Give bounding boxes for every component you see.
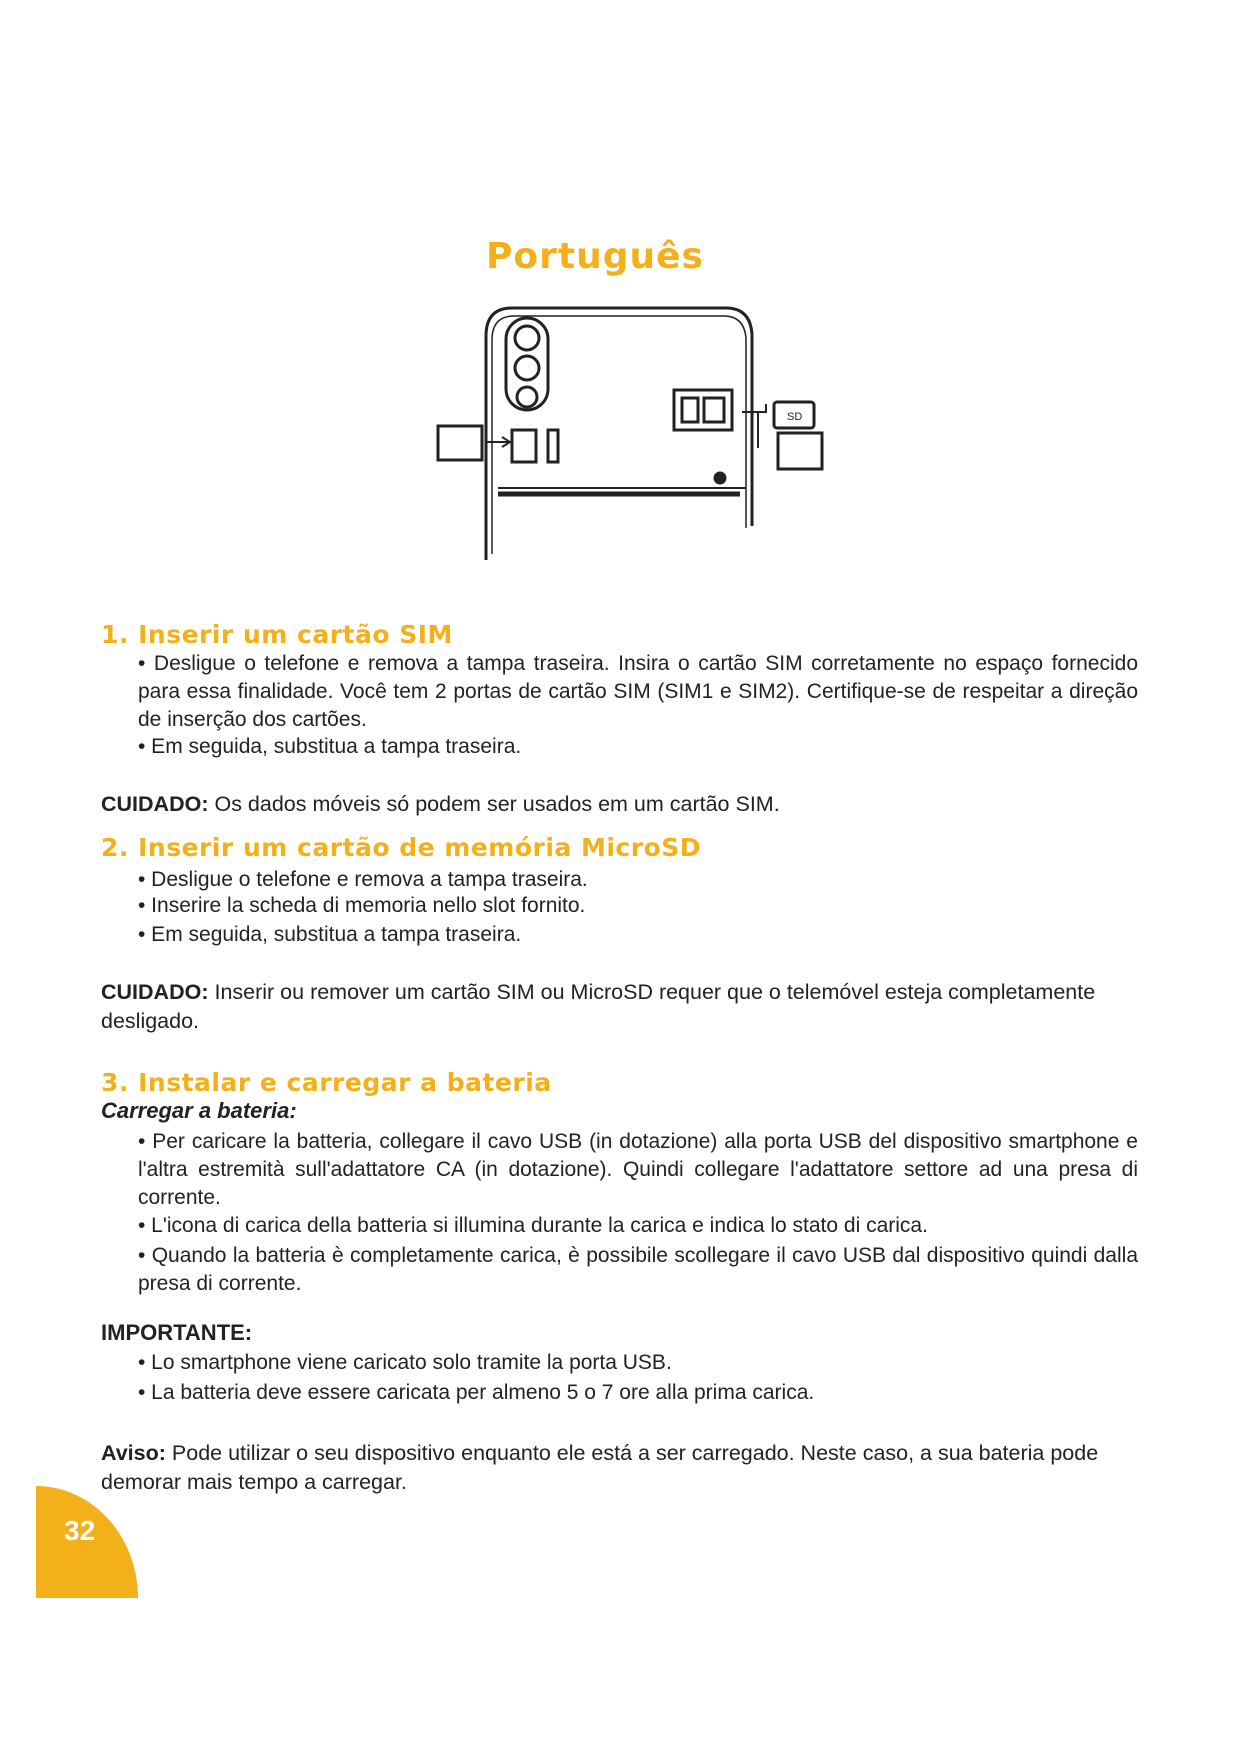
- important-bullet: • La batteria deve essere caricata per almeno 5 o 7 ore alla prima carica.: [138, 1381, 815, 1404]
- important-label: IMPORTANTE:: [101, 1320, 253, 1345]
- section3-heading: 3. Instalar e carregar a bateria: [101, 1068, 552, 1097]
- section3-bullet: • Per caricare la batteria, collegare il cavo USB (in dotazione) alla porta USB del dispositivo smartphone e l'altra estremità sull'adattatore CA (in dotazione). Quindi collegare l'adattatore settore ad una presa di corrente.: [138, 1130, 1138, 1209]
- section1-heading: 1. Inserir um cartão SIM: [101, 620, 453, 649]
- caution-label: CUIDADO:: [101, 980, 209, 1004]
- caution-text: Os dados móveis só podem ser usados em um cartão SIM.: [208, 792, 780, 816]
- notice-text: Pode utilizar o seu dispositivo enquanto ele está a ser carregado. Neste caso, a sua bateria pode demorar mais tempo a carregar.: [101, 1441, 1099, 1494]
- page-number: 32: [64, 1515, 96, 1546]
- sd-label: SD: [787, 411, 803, 423]
- section3-bullet: • Quando la batteria è completamente carica, è possibile scollegare il cavo USB dal dispositivo quindi dalla presa di corrente.: [138, 1244, 1138, 1295]
- section3-subheading: Carregar a bateria:: [101, 1098, 297, 1123]
- section2-bullet: • Desligue o telefone e remova a tampa traseira.: [138, 868, 588, 891]
- important-bullet: • Lo smartphone viene caricato solo tramite la porta USB.: [138, 1351, 672, 1374]
- caution-text: Inserir ou remover um cartão SIM ou MicroSD requer que o telemóvel esteja completamente desligado.: [101, 980, 1096, 1033]
- section2-heading: 2. Inserir um cartão de memória MicroSD: [101, 833, 702, 862]
- left-card: [438, 426, 482, 460]
- section2-bullet: • Em seguida, substitua a tampa traseira.: [138, 923, 522, 946]
- caution-label: CUIDADO:: [101, 792, 209, 816]
- phone-outline: [486, 308, 752, 560]
- section3-bullet: • L'icona di carica della batteria si illumina durante la carica e indica lo stato di carica.: [138, 1214, 928, 1237]
- notice: [101, 1439, 1141, 1497]
- section1-bullet: • Desligue o telefone e remova a tampa traseira. Insira o cartão SIM corretamente no espaço fornecido para essa finalidade. Você tem 2 portas de cartão SIM (SIM1 e SIM2). Certifique-se de respeitar a direção de inserção dos cartões.: [138, 652, 1138, 731]
- section2-bullet: • Inserire la scheda di memoria nello slot fornito.: [138, 894, 586, 917]
- sd-slot: [512, 430, 536, 462]
- notice-label: Aviso:: [101, 1441, 166, 1465]
- page-title: Português: [486, 236, 704, 277]
- section1-caution: [101, 790, 1141, 819]
- camera-module: [506, 318, 548, 410]
- section1-bullet: • Em seguida, substitua a tampa traseira.: [138, 735, 522, 758]
- section2-caution: [101, 978, 1141, 1036]
- phone-sim-slot-diagram: [420, 298, 840, 570]
